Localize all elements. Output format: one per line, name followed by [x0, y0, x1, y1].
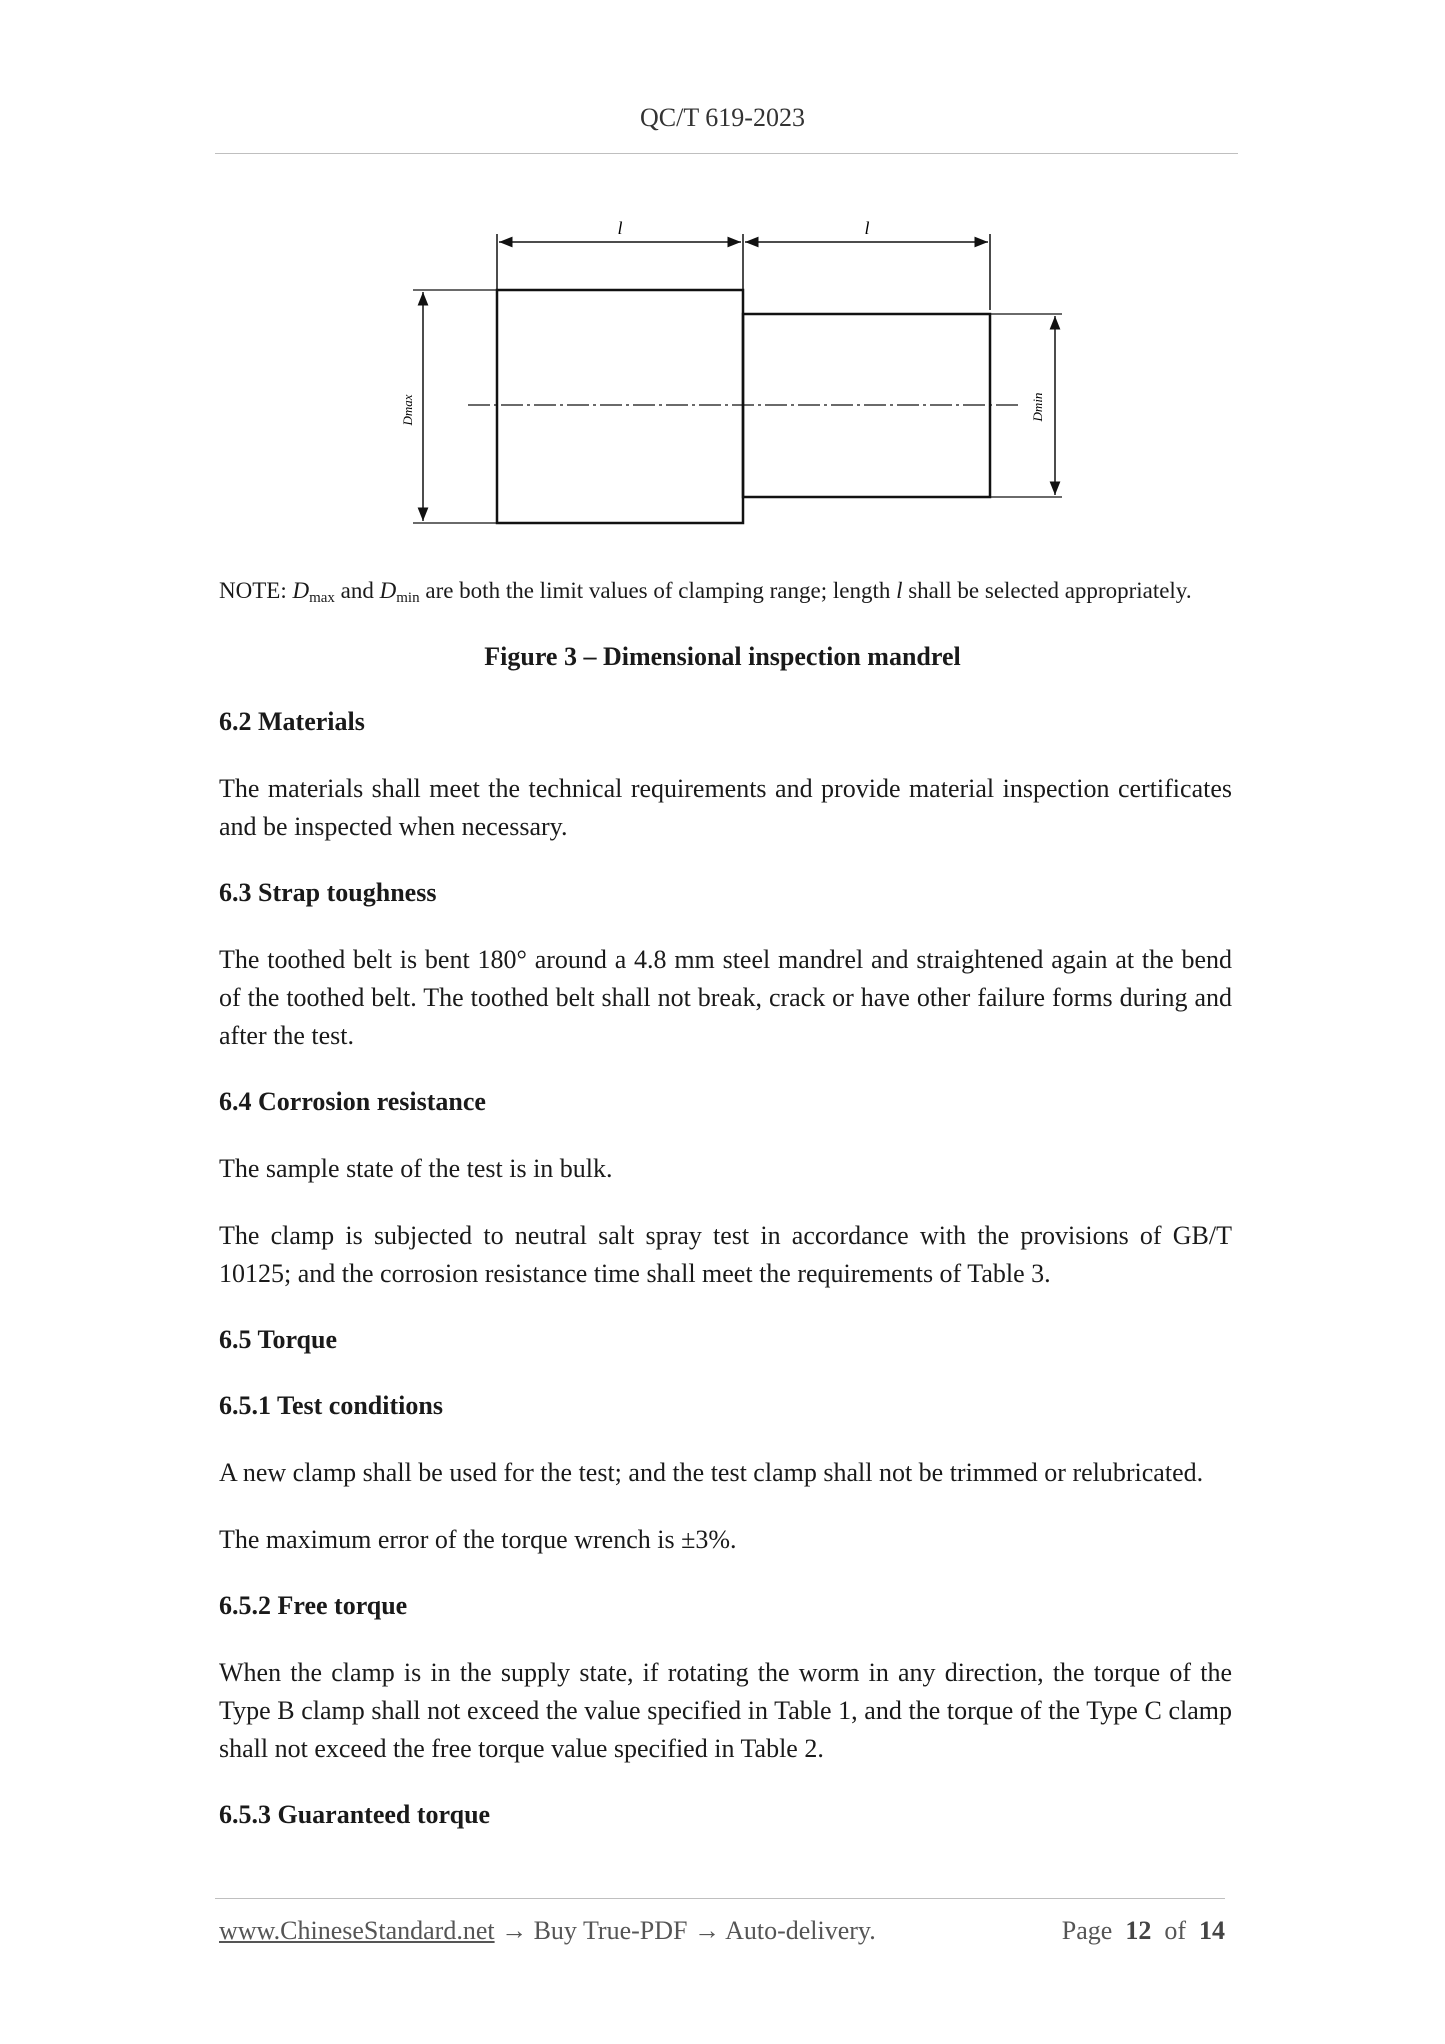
- paragraph: The clamp is subjected to neutral salt spray test in accordance with the provisions of GB/T 10125; and the corrosion resistance time shall meet the requirements of Table 3.: [219, 1221, 1232, 1288]
- buy-text: Buy True-PDF: [533, 1916, 688, 1945]
- figure-note: [219, 575, 1239, 614]
- note-l-symbol: l: [896, 578, 903, 603]
- of-word: of: [1164, 1916, 1186, 1945]
- current-page: 12: [1125, 1916, 1152, 1945]
- paragraph: The sample state of the test is in bulk.: [219, 1154, 613, 1183]
- section-heading: 6.2 Materials: [219, 707, 365, 736]
- note-subscript-min: min: [396, 590, 420, 606]
- paragraph: A new clamp shall be used for the test; and the test clamp shall not be trimmed or relubricated.: [219, 1458, 1204, 1487]
- page-number: [1062, 1916, 1225, 1946]
- paragraph: The toothed belt is bent 180° around a 4.8 mm steel mandrel and straightened again at the bend of the toothed belt. The toothed belt shall not break, crack or have other failure forms during and after the test.: [219, 945, 1232, 1050]
- subsection-heading: 6.5.1 Test conditions: [219, 1391, 443, 1420]
- body-content: [219, 704, 1232, 1833]
- large-cylinder-section: [497, 290, 743, 523]
- paragraph: The materials shall meet the technical requirements and provide material inspection certificates and be inspected when necessary.: [219, 774, 1232, 841]
- subsection-heading: 6.5.3 Guaranteed torque: [219, 1800, 491, 1829]
- footer-promo: [219, 1916, 876, 1946]
- delivery-text: Auto-delivery.: [725, 1916, 876, 1945]
- figure-caption: Figure 3 – Dimensional inspection mandrel: [484, 642, 961, 671]
- mandrel-figure: [380, 210, 1080, 540]
- page-header-title: QC/T 619-2023: [640, 103, 805, 132]
- page-footer: [219, 1916, 1225, 1956]
- note-text: are both the limit values of clamping range; length: [419, 578, 897, 603]
- website-link[interactable]: www.ChineseStandard.net: [219, 1916, 495, 1945]
- length-label-right: l: [864, 218, 870, 238]
- section-heading: 6.4 Corrosion resistance: [219, 1087, 486, 1116]
- note-suffix: shall be selected appropriately.: [902, 578, 1192, 603]
- total-pages: 14: [1199, 1916, 1225, 1945]
- length-label-left: l: [617, 218, 623, 238]
- footer-divider: [215, 1898, 1225, 1899]
- paragraph: The maximum error of the torque wrench is ±3%.: [219, 1525, 737, 1554]
- paragraph: When the clamp is in the supply state, if rotating the worm in any direction, the torque of the Type B clamp shall not exceed the value specified in Table 1, and the torque of the Type C clamp shall not exceed the free torque value specified in Table 2.: [219, 1658, 1232, 1763]
- header-divider: [215, 153, 1238, 154]
- arrow-icon: →: [494, 1916, 534, 1945]
- arrow-icon: →: [687, 1916, 726, 1945]
- section-heading: 6.3 Strap toughness: [219, 878, 437, 907]
- note-and: and: [334, 578, 380, 603]
- note-d-symbol: D: [292, 578, 310, 603]
- note-prefix: NOTE:: [219, 578, 293, 603]
- dmax-label: Dmax: [400, 394, 415, 426]
- subsection-heading: 6.5.2 Free torque: [219, 1591, 408, 1620]
- dmin-label: Dmin: [1030, 392, 1045, 422]
- section-heading: 6.5 Torque: [219, 1325, 338, 1354]
- note-subscript-max: max: [309, 590, 335, 606]
- page-word: Page: [1061, 1916, 1113, 1945]
- note-d-symbol: D: [379, 578, 397, 603]
